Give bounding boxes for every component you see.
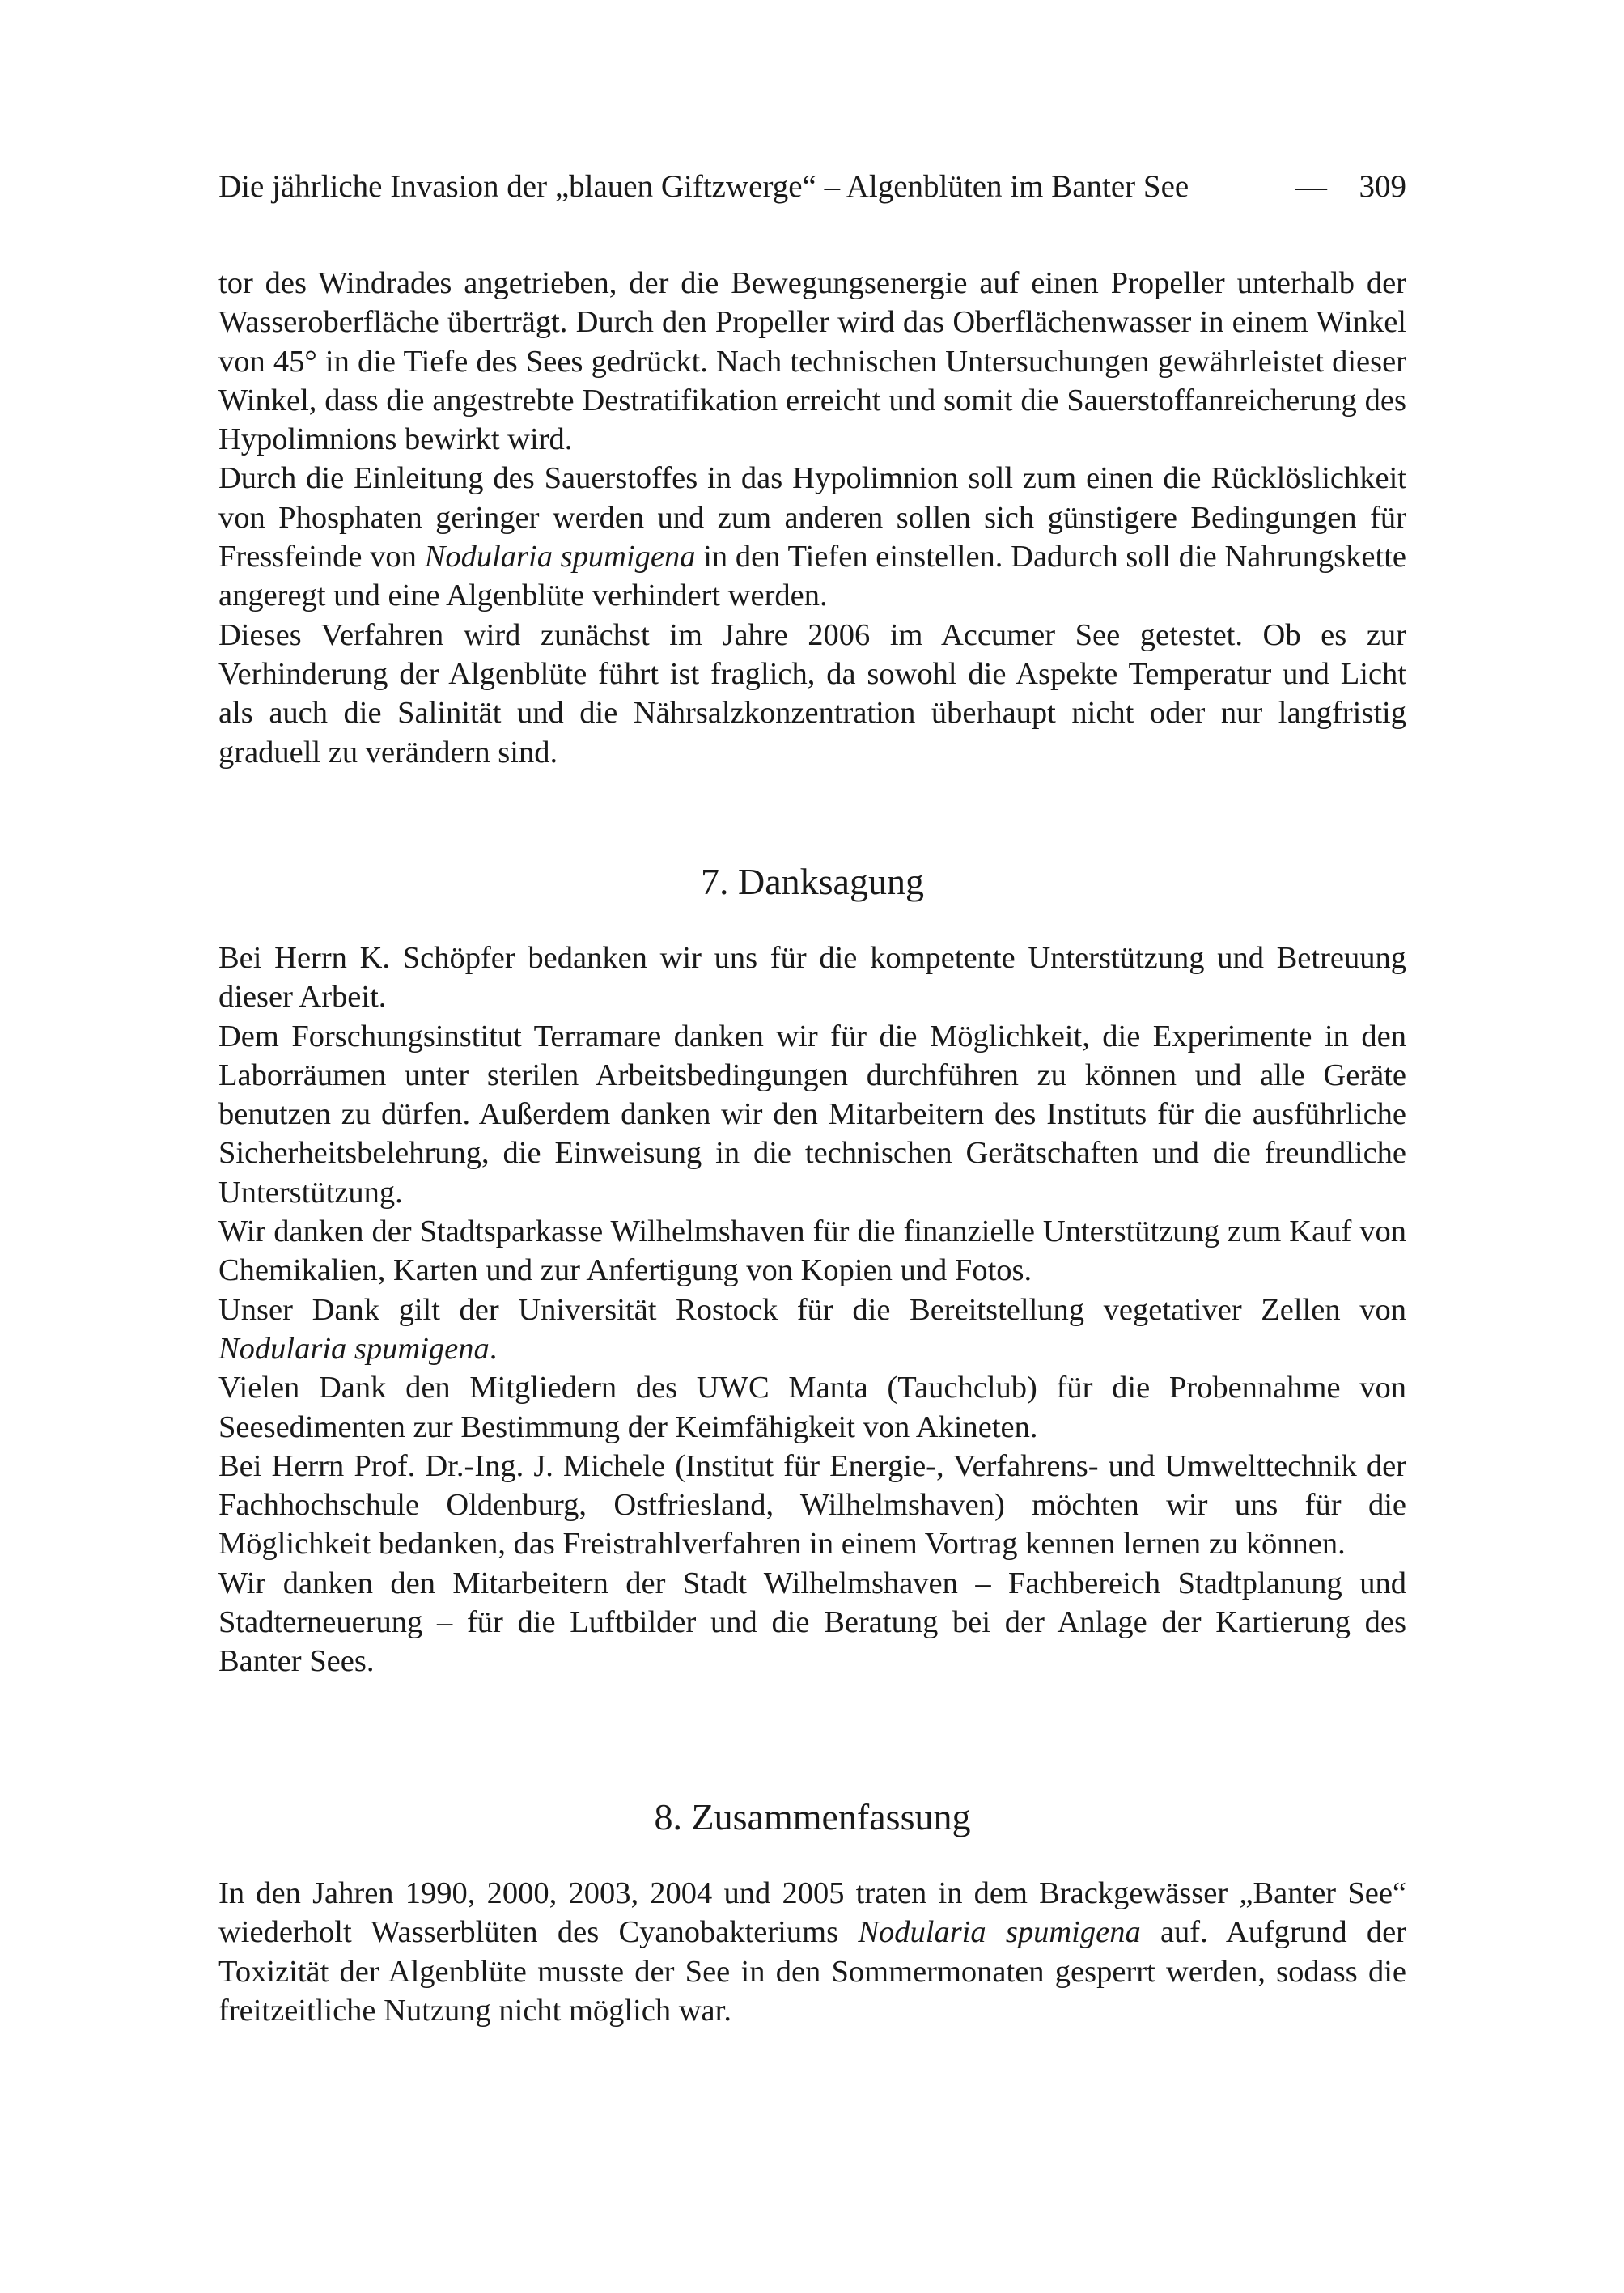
paragraph bbox=[218, 264, 1406, 459]
paragraph bbox=[218, 1874, 1406, 2030]
paragraph bbox=[218, 459, 1406, 615]
text-run: in den Tiefen einstellen. Dadurch soll die Nahrungskette angeregt und eine Algenblüte verhindert werden. bbox=[218, 540, 1406, 613]
text-run: In den Jahren 1990, 2000, 2003, 2004 und 2005 traten in dem Brackgewässer „Banter See“ wiederholt Wasserblüten des Cyanobakteriums bbox=[218, 1876, 1406, 1950]
species-name: Nodularia spumigena bbox=[424, 540, 696, 574]
running-header-title: Die jährliche Invasion der „blauen Giftzwerge“ – Algenblüten im Banter See bbox=[218, 169, 1189, 204]
paragraph bbox=[218, 1564, 1406, 1681]
text-run: Durch die Einleitung des Sauerstoffes in das Hypolimnion soll zum einen die Rücklöslichkeit von Phosphaten geringer werden und zum anderen sollen sich günstigere Bedingungen für Fressfeinde von bbox=[218, 461, 1406, 574]
section-heading-danksagung: 7. Danksagung bbox=[701, 861, 924, 902]
document-page bbox=[218, 0, 1406, 2293]
text-run: Vielen Dank den Mitgliedern des UWC Manta (Tauchclub) für die Probennahme von Seesedimenten zur Bestimmung der Keimfähigkeit von Akineten. bbox=[218, 1371, 1406, 1444]
paragraph bbox=[218, 1447, 1406, 1564]
text-run: . bbox=[489, 1331, 498, 1366]
text-run: tor des Windrades angetrieben, der die Bewegungsenergie auf einen Propeller unterhalb der Wasseroberfläche überträgt. Durch den Propeller wird das Oberflächenwasser in einem Winkel von 45° in die Tiefe des Sees gedrückt. Nach technischen Untersuchungen gewährleistet dieser Winkel, dass die angestrebte Destratifikation erreicht und somit die Sauerstoffanreicherung des Hypolimnions bewirkt wird. bbox=[218, 266, 1406, 457]
species-name: Nodularia spumigena bbox=[218, 1331, 490, 1366]
paragraph bbox=[218, 616, 1406, 772]
text-run: Dem Forschungsinstitut Terramare danken wir für die Möglichkeit, die Experimente in den Laborräumen unter sterilen Arbeitsbedingungen durchführen zu können und alle Geräte benutzen zu dürfen. Außerdem danken wir den Mitarbeitern des Instituts für die ausführliche Sicherheitsbelehrung, die Einweisung in die technischen Gerätschaften und die freundliche Unterstützung. bbox=[218, 1019, 1406, 1210]
paragraph bbox=[218, 1212, 1406, 1291]
running-header-dash: — bbox=[1295, 169, 1327, 204]
intro-text bbox=[218, 264, 1406, 772]
text-run: Bei Herrn Prof. Dr.-Ing. J. Michele (Institut für Energie-, Verfahrens- und Umwelttechnik der Fachhochschule Oldenburg, Ostfriesland, Wilhelmshaven) möchten wir uns für die Möglichkeit bedanken, das Freistrahlverfahren in einem Vortrag kennen lernen zu können. bbox=[218, 1448, 1406, 1562]
text-run: Wir danken den Mitarbeitern der Stadt Wilhelmshaven – Fachbereich Stadtplanung und Stadterneuerung – für die Luftbilder und die Beratung bei der Anlage der Kartierung des Banter Sees. bbox=[218, 1566, 1406, 1679]
text-run: Bei Herrn K. Schöpfer bedanken wir uns für die kompetente Unterstützung und Betreuung dieser Arbeit. bbox=[218, 941, 1406, 1015]
species-name: Nodularia spumigena bbox=[858, 1915, 1141, 1950]
paragraph bbox=[218, 1368, 1406, 1447]
zusammenfassung-text bbox=[218, 1874, 1406, 2030]
page-number: 309 bbox=[1359, 169, 1406, 204]
text-run: auf. Aufgrund der Toxizität der Algenblüte musste der See in den Sommermonaten gesperrt werden, sodass die freitzeitliche Nutzung nicht möglich war. bbox=[218, 1915, 1406, 2028]
danksagung-text bbox=[218, 939, 1406, 1681]
paragraph bbox=[218, 1291, 1406, 1369]
text-run: Dieses Verfahren wird zunächst im Jahre 2006 im Accumer See getestet. Ob es zur Verhinderung der Algenblüte führt ist fraglich, da sowohl die Aspekte Temperatur und Licht als auch die Salinität und die Nährsalzkonzentration überhaupt nicht oder nur langfristig graduell zu verändern sind. bbox=[218, 617, 1406, 769]
running-header bbox=[218, 167, 1406, 207]
paragraph bbox=[218, 939, 1406, 1017]
text-run: Unser Dank gilt der Universität Rostock für die Bereitstellung vegetativer Zellen von bbox=[218, 1292, 1406, 1327]
section-heading-zusammenfassung: 8. Zusammenfassung bbox=[654, 1796, 971, 1837]
text-run: Wir danken der Stadtsparkasse Wilhelmshaven für die finanzielle Unterstützung zum Kauf von Chemikalien, Karten und zur Anfertigung von Kopien und Fotos. bbox=[218, 1214, 1406, 1288]
paragraph bbox=[218, 1017, 1406, 1212]
